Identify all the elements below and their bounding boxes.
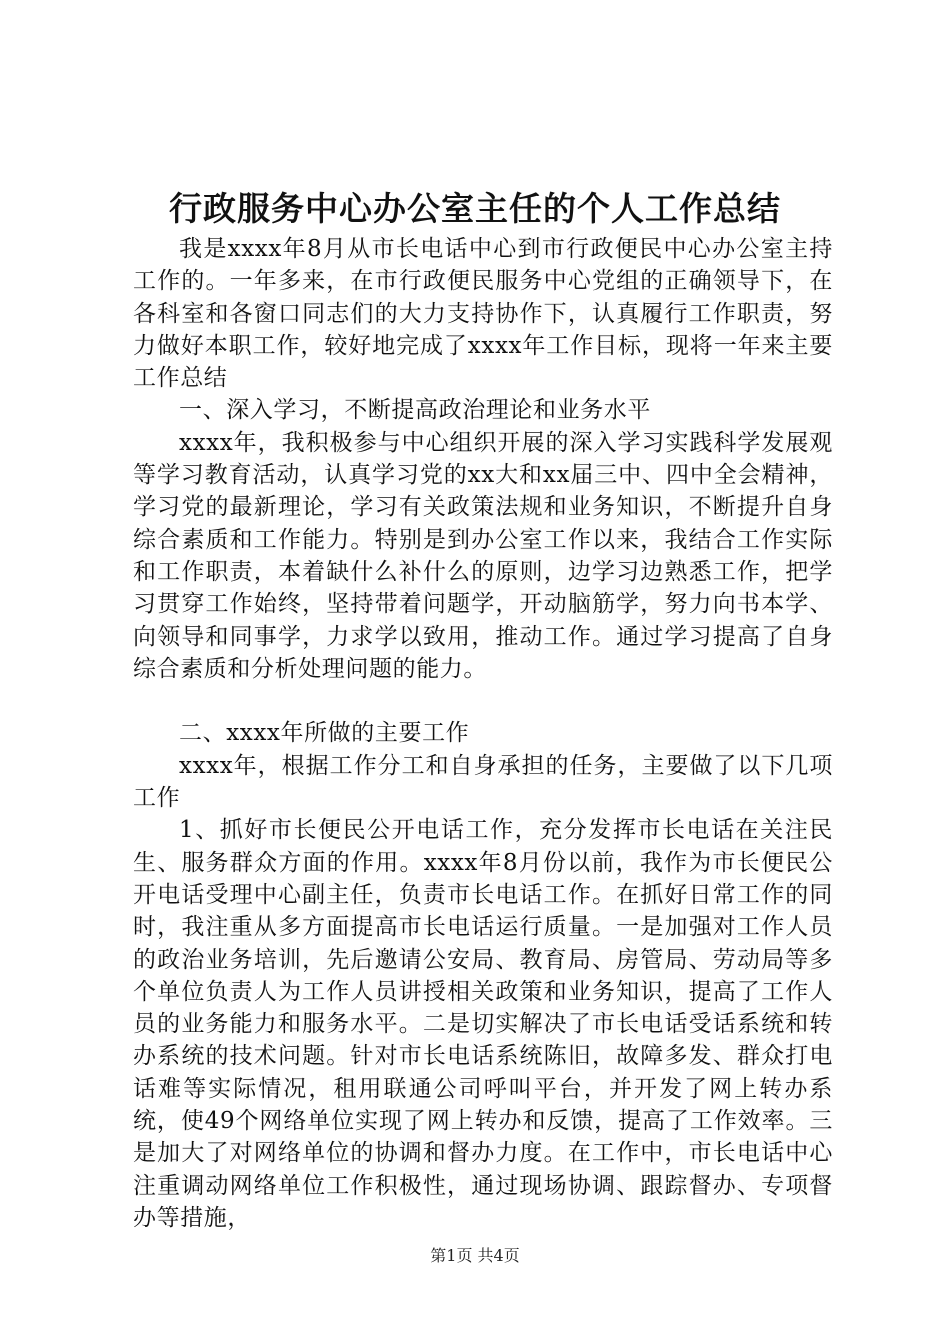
section-heading-1: 一、深入学习，不断提高政治理论和业务水平 (179, 397, 651, 424)
paragraph-study: xxxx年，我积极参与中心组织开展的深入学习实践科学发展观等学习教育活动，认真学习党的xx大和xx届三中、四中全会精神，学习党的最新理论，学习有关政策法规和业务知识，不断提升自身综合素质和工作能力。特别是到办公室工作以来，我结合工作实际和工作职责，本着缺什么补什么的原则，边学习边熟悉工作，把学习贯穿工作始终，坚持带着问题学，开动脑筋学，努力向书本学、向领导和同事学，力求学以致用，推动工作。通过学习提高了自身综合素质和分析处理问题的能力。 (133, 429, 833, 682)
paragraph-hotline: 1、抓好市长便民公开电话工作，充分发挥市长电话在关注民生、服务群众方面的作用。xxxx年8月份以前，我作为市长便民公开电话受理中心副主任，负责市长电话工作。在抓好日常工作的同时，我注重从多方面提高市长电话运行质量。一是加强对工作人员的政治业务培训，先后邀请公安局、教育局、房管局、劳动局等多个单位负责人为工作人员讲授相关政策和业务知识，提高了工作人员的业务能力和服务水平。二是切实解决了市长电话受话系统和转办系统的技术问题。针对市长电话系统陈旧，故障多发、群众打电话难等实际情况，租用联通公司呼叫平台，并开发了网上转办系统，使49个网络单位实现了网上转办和反馈，提高了工作效率。三是加大了对网络单位的协调和督办力度。在工作中，市长电话中心注重调动网络单位工作积极性，通过现场协调、跟踪督办、专项督办等措施， (133, 817, 833, 1231)
document-body (133, 233, 833, 1234)
section-heading-2: 二、xxxx年所做的主要工作 (179, 720, 470, 747)
page-number: 第1页 共4页 (430, 1246, 520, 1265)
document-title: 行政服务中心办公室主任的个人工作总结 (169, 189, 781, 228)
paragraph-work-overview: xxxx年，根据工作分工和自身承担的任务，主要做了以下几项工作 (133, 752, 833, 812)
paragraph-intro: 我是xxxx年8月从市长电话中心到市行政便民中心办公室主持工作的。一年多来，在市行政便民服务中心党组的正确领导下，在各科室和各窗口同志们的大力支持协作下，认真履行工作职责，努力做好本职工作，较好地完成了xxxx年工作目标，现将一年来主要工作总结 (133, 236, 833, 392)
